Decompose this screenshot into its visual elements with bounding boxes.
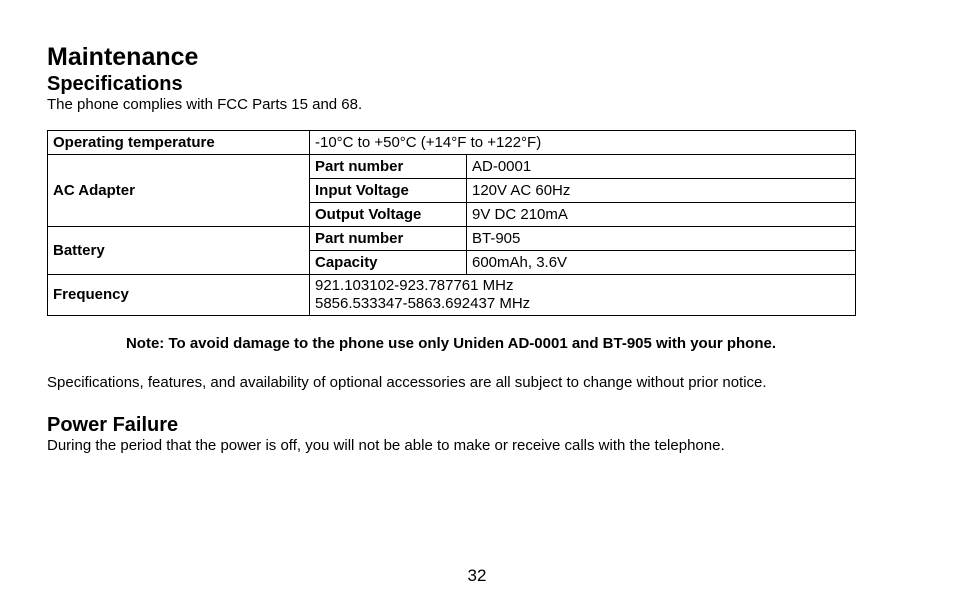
page-title: Maintenance bbox=[47, 43, 199, 71]
table-row bbox=[48, 155, 856, 179]
battery-value: 600mAh, 3.6V bbox=[467, 251, 856, 275]
battery-label: Battery bbox=[48, 227, 310, 275]
page-content bbox=[47, 42, 855, 455]
battery-key: Capacity bbox=[310, 251, 467, 275]
fcc-compliance-text: The phone complies with FCC Parts 15 and 68. bbox=[47, 96, 363, 113]
table-row bbox=[48, 227, 856, 251]
subject-to-change-text: Specifications, features, and availability of optional accessories are all subject to change without prior notice. bbox=[47, 374, 767, 391]
ac-adapter-value: 9V DC 210mA bbox=[467, 203, 856, 227]
frequency-range: 5856.533347-5863.692437 MHz bbox=[315, 295, 531, 312]
ac-adapter-value: 120V AC 60Hz bbox=[467, 179, 856, 203]
frequency-range: 921.103102-923.787761 MHz bbox=[315, 277, 514, 294]
operating-temperature-value: -10°C to +50°C (+14°F to +122°F) bbox=[310, 131, 856, 155]
frequency-value bbox=[310, 275, 856, 316]
power-failure-heading: Power Failure bbox=[47, 414, 179, 436]
operating-temperature-label: Operating temperature bbox=[48, 131, 310, 155]
ac-adapter-key: Output Voltage bbox=[310, 203, 467, 227]
specifications-heading: Specifications bbox=[47, 73, 183, 95]
ac-adapter-key: Input Voltage bbox=[310, 179, 467, 203]
table-row bbox=[48, 131, 856, 155]
adapter-battery-note: Note: To avoid damage to the phone use only Uniden AD-0001 and BT-905 with your phone. bbox=[125, 335, 777, 352]
ac-adapter-value: AD-0001 bbox=[467, 155, 856, 179]
battery-value: BT-905 bbox=[467, 227, 856, 251]
battery-key: Part number bbox=[310, 227, 467, 251]
frequency-label: Frequency bbox=[48, 275, 310, 316]
table-row bbox=[48, 275, 856, 316]
page-number: 32 bbox=[467, 566, 487, 585]
specifications-table bbox=[47, 130, 856, 316]
ac-adapter-key: Part number bbox=[310, 155, 467, 179]
ac-adapter-label: AC Adapter bbox=[48, 155, 310, 227]
power-failure-text: During the period that the power is off, you will not be able to make or receive calls with the telephone. bbox=[47, 437, 725, 454]
